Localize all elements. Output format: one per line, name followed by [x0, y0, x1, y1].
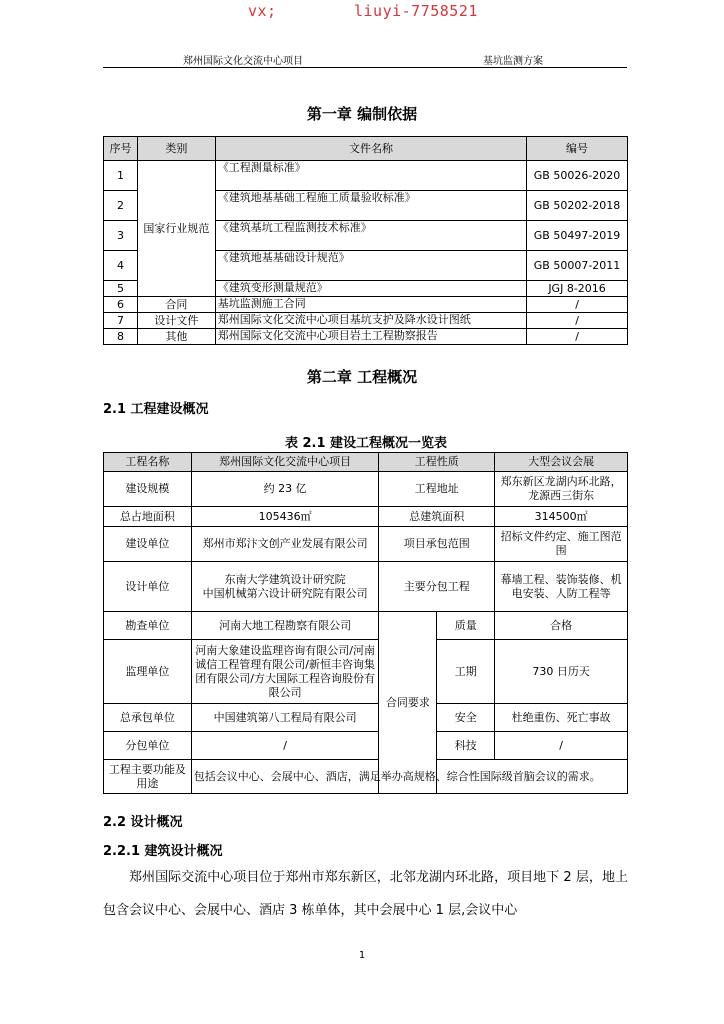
overview-table	[103, 452, 628, 794]
cell: 中国建筑第八工程局有限公司	[191, 704, 379, 732]
cell-name: 郑州国际文化交流中心项目岩土工程勘察报告	[215, 329, 526, 345]
cell: 郑州市郑汴文创产业发展有限公司	[191, 527, 379, 562]
cell: 314500㎡	[495, 507, 628, 527]
cell-no: 2	[104, 191, 138, 221]
cell: 监理单位	[104, 640, 192, 704]
header-doc-type: 基坑监测方案	[483, 56, 543, 67]
cell: 项目承包范围	[379, 527, 495, 562]
col-header: 序号	[104, 137, 138, 161]
section-2-1-title: 2.1 工程建设概况	[103, 402, 209, 417]
cell-no: 1	[104, 161, 138, 191]
cell-contract-req: 合同要求	[379, 612, 437, 794]
cell-name: 《建筑变形测量规范》	[215, 281, 526, 297]
table-row	[104, 732, 628, 760]
cell: 包括会议中心、会展中心、酒店，满足举办高规格、综合性国际级首脑会议的需求。	[191, 760, 627, 794]
cell: 总占地面积	[104, 507, 192, 527]
cell-name: 《工程测量标准》	[215, 161, 526, 191]
cell-no: 6	[104, 297, 138, 313]
cell-name: 《建筑地基基础设计规范》	[215, 251, 526, 281]
col-header: 文件名称	[215, 137, 526, 161]
cell: 安全	[437, 704, 495, 732]
table-row	[104, 507, 628, 527]
cell-code: /	[527, 329, 628, 345]
table-row	[104, 297, 628, 313]
cell: 郑州国际文化交流中心项目	[191, 453, 379, 472]
cell-code: GB 50007-2011	[527, 251, 628, 281]
table-row	[104, 760, 628, 794]
table-row	[104, 704, 628, 732]
cell: 工程地址	[379, 472, 495, 507]
cell: 招标文件约定、施工图范围	[495, 527, 628, 562]
cell: 建设单位	[104, 527, 192, 562]
cell-name: 《建筑基坑工程监测技术标准》	[215, 221, 526, 251]
cell-no: 7	[104, 313, 138, 329]
col-header: 编号	[527, 137, 628, 161]
table-2-1-caption: 表 2.1 建设工程概况一览表	[284, 436, 448, 451]
section-2-2-1-title: 2.2.1 建筑设计概况	[103, 844, 223, 859]
cell: 约 23 亿	[191, 472, 379, 507]
table-row	[104, 562, 628, 612]
cell-code: /	[527, 313, 628, 329]
cell-code: GB 50026-2020	[527, 161, 628, 191]
cell: 东南大学建筑设计研究院 中国机械第六设计研究院有限公司	[191, 562, 379, 612]
chapter2-title: 第二章 工程概况	[306, 368, 418, 386]
cell: 730 日历天	[495, 640, 628, 704]
table-row	[104, 472, 628, 507]
cell-category-merged: 国家行业规范	[137, 161, 215, 297]
header-project: 郑州国际文化交流中心项目	[183, 56, 303, 67]
table-row	[104, 527, 628, 562]
cell: 工程性质	[379, 453, 495, 472]
basis-table	[103, 136, 628, 345]
page-number: 1	[358, 950, 366, 961]
table-row	[104, 640, 628, 704]
cell: 杜绝重伤、死亡事故	[495, 704, 628, 732]
watermark-left: vx;	[248, 2, 277, 20]
cell: 幕墙工程、装饰装修、机电安装、人防工程等	[495, 562, 628, 612]
cell: /	[495, 732, 628, 760]
cell: 总承包单位	[104, 704, 192, 732]
cell-name: 《建筑地基基础工程施工质量验收标准》	[215, 191, 526, 221]
cell: 河南大象建设监理咨询有限公司/河南诚信工程管理有限公司/新恒丰咨询集团有限公司/方大国际工程咨询股份有限公司	[191, 640, 379, 704]
cell: 工期	[437, 640, 495, 704]
watermark-right: liuyi-7758521	[354, 2, 478, 20]
table-row	[104, 612, 628, 640]
cell-code: GB 50202-2018	[527, 191, 628, 221]
cell: 分包单位	[104, 732, 192, 760]
table-header-row	[104, 453, 628, 472]
chapter1-title: 第一章 编制依据	[306, 105, 418, 123]
table-row	[104, 313, 628, 329]
cell-name: 基坑监测施工合同	[215, 297, 526, 313]
cell: 合格	[495, 612, 628, 640]
cell: 郑东新区龙湖内环北路，龙源西三街东	[495, 472, 628, 507]
col-header: 类别	[137, 137, 215, 161]
cell-name: 郑州国际文化交流中心项目基坑支护及降水设计图纸	[215, 313, 526, 329]
cell-category: 其他	[137, 329, 215, 345]
cell: 105436㎡	[191, 507, 379, 527]
cell-no: 5	[104, 281, 138, 297]
cell: 工程名称	[104, 453, 192, 472]
cell: 建设规模	[104, 472, 192, 507]
cell: /	[191, 732, 379, 760]
table-row	[104, 329, 628, 345]
cell: 工程主要功能及用途	[104, 760, 192, 794]
page-header	[103, 52, 627, 68]
cell: 设计单位	[104, 562, 192, 612]
cell: 大型会议会展	[495, 453, 628, 472]
cell: 河南大地工程勘察有限公司	[191, 612, 379, 640]
cell-category: 设计文件	[137, 313, 215, 329]
table-row	[104, 161, 628, 191]
cell-no: 4	[104, 251, 138, 281]
table-header-row	[104, 137, 628, 161]
cell: 总建筑面积	[379, 507, 495, 527]
section-2-2-title: 2.2 设计概况	[103, 815, 183, 830]
cell: 质量	[437, 612, 495, 640]
cell-no: 8	[104, 329, 138, 345]
cell: 主要分包工程	[379, 562, 495, 612]
cell: 科技	[437, 732, 495, 760]
cell-code: /	[527, 297, 628, 313]
cell: 勘查单位	[104, 612, 192, 640]
cell-code: GB 50497-2019	[527, 221, 628, 251]
body-paragraph: 郑州国际交流中心项目位于郑州市郑东新区，北邻龙湖内环北路，项目地下 2 层，地上包含会议中心、会展中心、酒店 3 栋单体，其中会展中心 1 层,会议中心	[103, 870, 628, 918]
cell-category: 合同	[137, 297, 215, 313]
cell-no: 3	[104, 221, 138, 251]
cell-code: JGJ 8-2016	[527, 281, 628, 297]
